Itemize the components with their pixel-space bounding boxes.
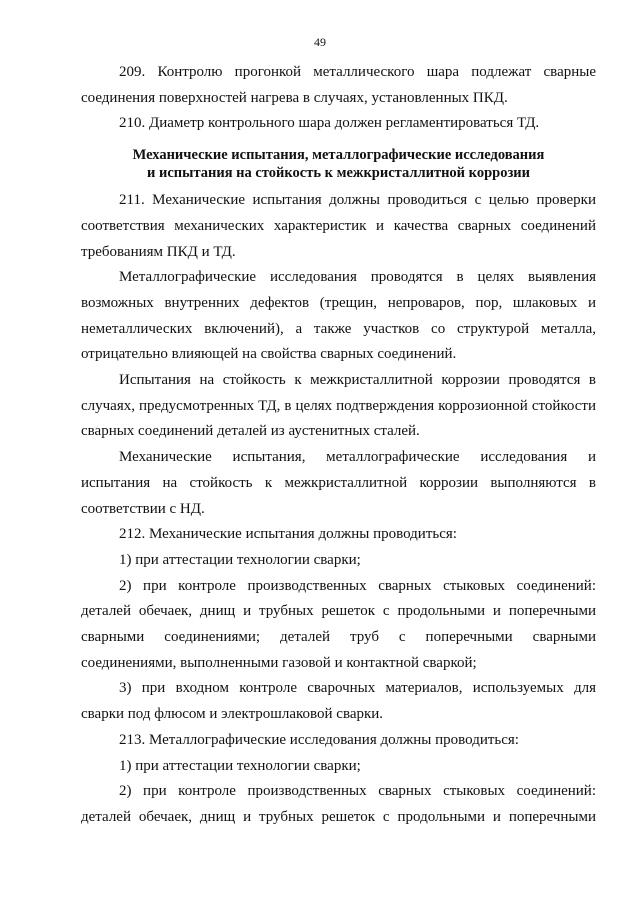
paragraph-213: 213. Металлографические исследования должны проводиться: bbox=[119, 731, 519, 748]
section-heading-line-1: Механические испытания, металлографические исследования bbox=[132, 147, 545, 164]
page-number: 49 bbox=[314, 35, 326, 49]
paragraph-corrosion-tests: Испытания на стойкость к межкристаллитной коррозии проводятся в случаях, предусмотренных ТД, в целях подтверждения коррозионной стойкости сварных соединений деталей из аустенитных сталей. bbox=[81, 372, 596, 440]
list-item-212-3: 3) при входном контроле сварочных материалов, используемых для сварки под флюсом и электрошлаковой сварки. bbox=[81, 680, 596, 723]
document-body bbox=[81, 60, 596, 831]
paragraph-metallography: Металлографические исследования проводятся в целях выявления возможных внутренних дефектов (трещин, непроваров, пор, шлаковых и неметаллических включений), а также участков со структурой металла, отрицательно влияющей на свойства сварных соединений. bbox=[81, 269, 596, 363]
list-item-212-2: 2) при контроле производственных сварных стыковых соединений: деталей обечаек, днищ и трубных решеток с продольными и поперечными сварными соединениями; деталей труб с поперечными сварными соединениями, выполненными газовой и контактной сваркой; bbox=[81, 577, 596, 671]
paragraph-210: 210. Диаметр контрольного шара должен регламентироваться ТД. bbox=[119, 115, 540, 132]
paragraph-212: 212. Механические испытания должны проводиться: bbox=[119, 526, 457, 543]
paragraph-211: 211. Механические испытания должны проводиться с целью проверки соответствия механических характеристик и качества сварных соединений требованиям ПКД и ТД. bbox=[81, 192, 596, 260]
list-item-212-1: 1) при аттестации технологии сварки; bbox=[119, 551, 361, 568]
section-heading bbox=[81, 137, 596, 188]
section-heading-line-2: и испытания на стойкость к межкристаллитной коррозии bbox=[147, 165, 530, 182]
list-item-213-2: 2) при контроле производственных сварных стыковых соединений: деталей обечаек, днищ и трубных решеток с продольными и поперечными bbox=[81, 783, 596, 825]
paragraph-209: 209. Контролю прогонкой металлического шара подлежат сварные соединения поверхностей нагрева в случаях, установленных ПКД. bbox=[81, 64, 596, 106]
paragraph-performed-per-nd: Механические испытания, металлографические исследования и испытания на стойкость к межкристаллитной коррозии выполняются в соответствии с НД. bbox=[81, 449, 596, 517]
list-item-213-1: 1) при аттестации технологии сварки; bbox=[119, 757, 361, 774]
